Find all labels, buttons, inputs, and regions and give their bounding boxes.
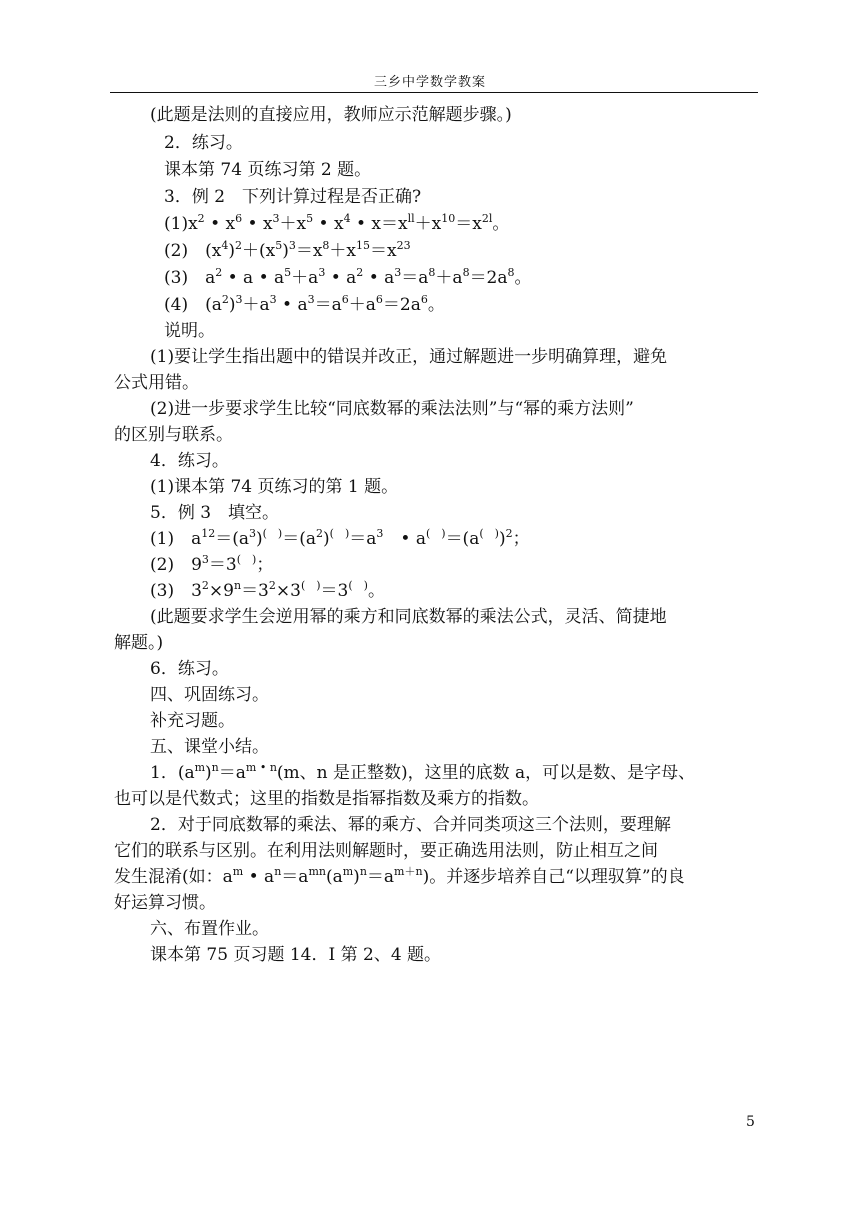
text-line: 解题。) — [114, 633, 164, 653]
superscript: 8 — [462, 266, 470, 279]
formula-text: ＝a — [314, 295, 342, 315]
formula-text: ＋x — [279, 214, 307, 234]
text-line: 2．对于同底数幂的乘法、幂的乘方、合并同类项这三个法则，要理解 — [150, 815, 671, 835]
formula-text: ＝(a — [445, 529, 480, 549]
header-divider — [110, 92, 758, 93]
formula-text: ＝x — [455, 214, 482, 234]
formula-text: ＝(a — [282, 529, 317, 549]
formula-text: • a — [243, 867, 275, 887]
formula-text: ) — [205, 763, 212, 783]
formula-line — [164, 267, 532, 291]
formula-text: (m、n 是正整数)，这里的底数 a，可以是数、是字母、 — [276, 763, 696, 783]
superscript: 3 — [318, 266, 326, 279]
superscript: mn — [308, 865, 326, 878]
formula-text: ) — [256, 529, 263, 549]
superscript: 12 — [201, 527, 216, 540]
formula-text: )。并逐步培养自己“以理驭算”的良 — [422, 867, 685, 887]
formula-text: (2) (x — [164, 241, 222, 261]
text-line: (此题是法则的直接应用，教师应示范解题步骤。) — [150, 105, 512, 125]
page-number: 5 — [746, 1114, 755, 1130]
superscript: 3 — [376, 527, 384, 540]
superscript: m — [342, 865, 354, 878]
text-line: 补充习题。 — [150, 711, 235, 731]
superscript: 3 — [269, 293, 277, 306]
superscript: ( ) — [479, 527, 499, 540]
superscript: m＋n — [394, 865, 423, 878]
text-line: (2)进一步要求学生比较“同底数幂的乘法法则”与“幂的乘方法则” — [150, 399, 634, 419]
formula-text: ＋(x — [241, 241, 276, 261]
formula-text: ＝2a — [469, 268, 508, 288]
page-header: 三乡中学数学教案 — [373, 75, 486, 90]
superscript: 2l — [481, 212, 493, 225]
text-line: 的区别与联系。 — [114, 425, 233, 445]
formula-text: ＝a — [281, 867, 309, 887]
formula-text: (2) 9 — [150, 555, 202, 575]
formula-text: ＝(a — [215, 529, 249, 549]
superscript: n — [359, 865, 367, 878]
text-line: 五、课堂小结。 — [150, 737, 269, 757]
superscript: m — [194, 761, 206, 774]
superscript: 10 — [441, 212, 456, 225]
formula-text: ＝a — [218, 763, 246, 783]
formula-line — [114, 866, 685, 890]
text-line: 课本第 75 页习题 14．I 第 2、4 题。 — [150, 945, 442, 965]
formula-text: ＝3 — [320, 581, 349, 601]
text-line: 它们的联系与区别。在利用法则解题时，要正确选用法则，防止相互之间 — [114, 841, 658, 861]
text-line: 好运算习惯。 — [114, 893, 216, 913]
superscript: 6 — [375, 293, 383, 306]
formula-text: ) — [282, 241, 289, 261]
formula-text: 发生混淆(如：a — [114, 867, 233, 887]
formula-text: ＝x — [370, 241, 397, 261]
text-line: 6．练习。 — [150, 659, 229, 679]
formula-text: • x — [204, 214, 236, 234]
text-line: 说明。 — [164, 321, 215, 341]
formula-text: • x — [242, 214, 273, 234]
superscript: 3 — [249, 527, 256, 540]
superscript: 4 — [343, 212, 351, 225]
formula-text: • a — [383, 529, 426, 549]
formula-text: ＝3 — [241, 581, 269, 601]
superscript: 2 — [505, 527, 513, 540]
formula-line — [150, 554, 273, 578]
formula-text: 。 — [367, 581, 385, 601]
superscript: 3 — [201, 553, 209, 566]
formula-text: • a — [363, 268, 395, 288]
superscript: 3 — [288, 239, 296, 252]
text-line: 也可以是代数式；这里的指数是指幂指数及乘方的指数。 — [114, 789, 539, 809]
formula-text: 。 — [492, 214, 510, 234]
formula-text: (1) a — [150, 529, 202, 549]
superscript: 6 — [341, 293, 349, 306]
superscript: 2 — [268, 579, 276, 592]
text-line: 3．例 2 下列计算过程是否正确? — [164, 187, 422, 207]
superscript: 2 — [234, 239, 242, 252]
formula-text: ) — [498, 529, 506, 549]
formula-text: ) — [323, 529, 330, 549]
text-line: (1)课本第 74 页练习的第 1 题。 — [150, 477, 399, 497]
superscript: 2 — [221, 293, 229, 306]
formula-text: ＋a — [435, 268, 463, 288]
formula-text: ＋a — [242, 295, 270, 315]
superscript: 2 — [316, 527, 324, 540]
text-line: 课本第 74 页练习第 2 题。 — [164, 160, 372, 180]
text-line: 公式用错。 — [114, 373, 199, 393]
formula-text: • x＝x — [350, 214, 408, 234]
formula-text: ×3 — [275, 581, 301, 601]
superscript: 5 — [284, 266, 292, 279]
formula-text: ＋x — [329, 241, 357, 261]
superscript: 6 — [420, 293, 428, 306]
superscript: ( ) — [348, 579, 368, 592]
superscript: ll — [407, 212, 415, 225]
formula-text: ×9 — [208, 581, 234, 601]
formula-text: ＋a — [291, 268, 319, 288]
text-line: 四、巩固练习。 — [150, 685, 269, 705]
formula-text: ； — [256, 555, 274, 575]
formula-text: (3) a — [164, 268, 216, 288]
formula-text: ＝a — [366, 867, 395, 887]
superscript: 6 — [235, 212, 243, 225]
formula-text: (1)x — [164, 214, 198, 234]
formula-text: • x — [313, 214, 344, 234]
formula-line — [164, 213, 509, 237]
superscript: ( ) — [300, 579, 321, 592]
formula-text: ＝a — [401, 268, 429, 288]
superscript: 3 — [394, 266, 402, 279]
superscript: 15 — [356, 239, 371, 252]
superscript: 3 — [272, 212, 280, 225]
formula-text: ＝a — [349, 529, 377, 549]
formula-text: • a • a — [222, 268, 285, 288]
formula-text: ＋a — [348, 295, 376, 315]
formula-text: ＝x — [295, 241, 323, 261]
formula-text: ＋x — [414, 214, 442, 234]
superscript: 3 — [307, 293, 315, 306]
formula-line — [150, 580, 385, 604]
text-line: 2．练习。 — [164, 133, 243, 153]
superscript: 2 — [197, 212, 205, 225]
formula-line — [150, 762, 695, 786]
superscript: ( ) — [236, 553, 257, 566]
superscript: 8 — [428, 266, 436, 279]
superscript: m • n — [245, 761, 277, 774]
formula-text: ) — [228, 241, 235, 261]
superscript: m — [232, 865, 244, 878]
formula-text: ) — [353, 867, 360, 887]
formula-text: 1．(a — [150, 763, 195, 783]
text-line: 六、布置作业。 — [150, 919, 269, 939]
superscript: n — [233, 579, 242, 592]
text-line: 4．练习。 — [150, 451, 229, 471]
superscript: ( ) — [262, 527, 283, 540]
formula-text: ； — [512, 529, 530, 549]
formula-line — [150, 528, 530, 552]
superscript: 2 — [356, 266, 364, 279]
formula-text: • a — [276, 295, 308, 315]
text-line: (1)要让学生指出题中的错误并改正，通过解题进一步明确算理，避免 — [150, 347, 668, 367]
superscript: 8 — [322, 239, 330, 252]
superscript: n — [211, 761, 219, 774]
formula-line — [164, 294, 445, 318]
superscript: ( ) — [425, 527, 446, 540]
formula-text: (a — [325, 867, 343, 887]
formula-text: ＝2a — [382, 295, 421, 315]
text-line: 5．例 3 填空。 — [150, 503, 280, 523]
formula-text: 。 — [427, 295, 445, 315]
superscript: 5 — [306, 212, 314, 225]
superscript: 5 — [275, 239, 283, 252]
superscript: 4 — [221, 239, 229, 252]
formula-text: • a — [325, 268, 357, 288]
formula-text: (4) (a — [164, 295, 222, 315]
superscript: 8 — [507, 266, 515, 279]
superscript: 23 — [396, 239, 411, 252]
formula-text: ) — [228, 295, 236, 315]
formula-text: 。 — [514, 268, 532, 288]
superscript: 2 — [215, 266, 223, 279]
superscript: 2 — [201, 579, 209, 592]
formula-text: (3) 3 — [150, 581, 202, 601]
superscript: 3 — [235, 293, 243, 306]
formula-line — [164, 240, 411, 264]
text-line: (此题要求学生会逆用幂的乘方和同底数幂的乘法公式，灵活、简捷地 — [150, 607, 667, 627]
formula-text: ＝3 — [208, 555, 237, 575]
superscript: ( ) — [329, 527, 350, 540]
superscript: n — [274, 865, 282, 878]
